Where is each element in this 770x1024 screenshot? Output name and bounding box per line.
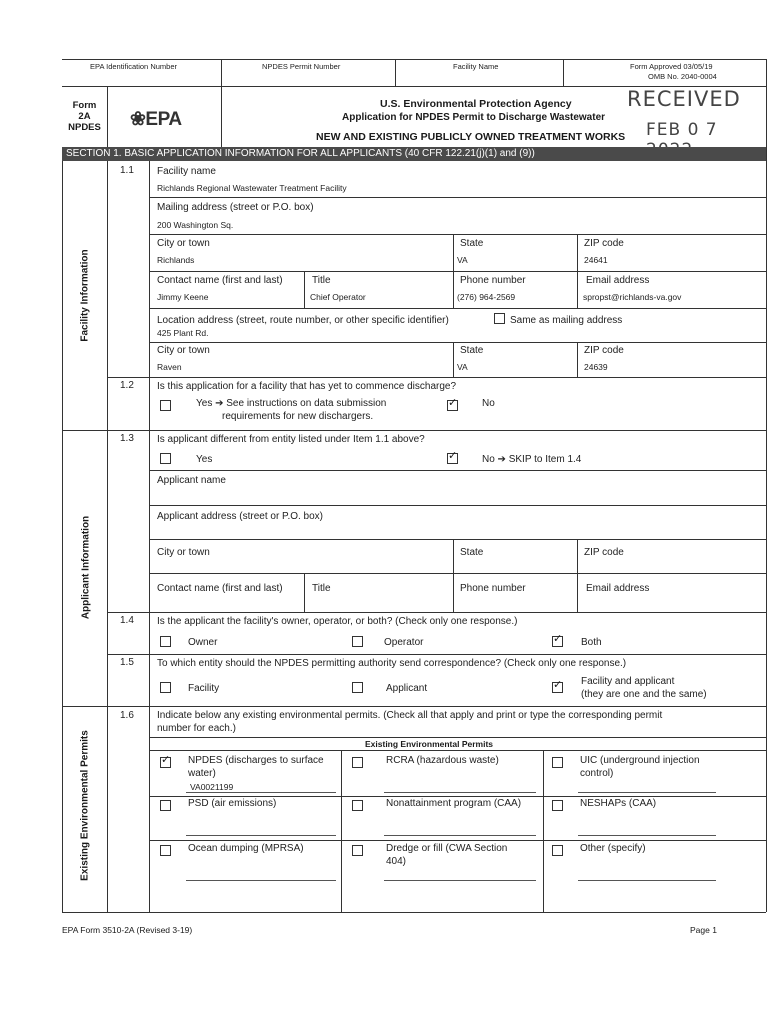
applicant-state-label: State (460, 547, 484, 558)
nonattainment-checkbox[interactable] (352, 800, 363, 811)
state-value[interactable]: VA (457, 255, 468, 265)
title-label: Title (312, 275, 331, 286)
correspondence-facility-label: Facility (188, 683, 220, 694)
phone-value[interactable]: (276) 964-2569 (457, 292, 516, 302)
form-label (62, 100, 107, 133)
checkmark-icon: ✓ (553, 633, 563, 645)
both-label: Both (581, 637, 602, 648)
item-1-6-question: Indicate below any existing environmental permits. (Check all that apply and print or type the corresponding permit (157, 710, 663, 721)
facility-name-field-label: Facility name (157, 166, 216, 177)
same-as-mailing-label: Same as mailing address (510, 315, 623, 326)
location-state-label: State (460, 345, 484, 356)
item-1-5-number: 1.5 (120, 657, 134, 668)
both-checkbox[interactable] (552, 633, 563, 647)
city-label: City or town (157, 238, 210, 249)
correspondence-both-label-2: (they are one and the same) (581, 689, 707, 700)
contact-name-label: Contact name (first and last) (157, 275, 283, 286)
city-value[interactable]: Richlands (157, 255, 195, 265)
state-label: State (460, 238, 484, 249)
location-city-label: City or town (157, 345, 210, 356)
new-discharger-yes-label-2: requirements for new dischargers. (222, 411, 374, 422)
application-title: Application for NPDES Permit to Discharge Wastewater (342, 112, 606, 123)
item-1-6-number: 1.6 (120, 710, 134, 721)
new-discharger-yes-checkbox[interactable] (160, 400, 171, 411)
ocean-dumping-label: Ocean dumping (MPRSA) (188, 843, 304, 854)
received-stamp: RECEIVED (627, 87, 741, 111)
applicant-email-label: Email address (586, 583, 650, 594)
correspondence-both-label: Facility and applicant (581, 676, 675, 687)
email-label: Email address (586, 275, 650, 286)
location-state-value[interactable]: VA (457, 362, 468, 372)
zip-label: ZIP code (584, 238, 624, 249)
agency-title: U.S. Environmental Protection Agency (380, 98, 572, 110)
zip-value[interactable]: 24641 (584, 255, 608, 265)
facility-name-value[interactable]: Richlands Regional Wastewater Treatment Facility (157, 183, 347, 193)
applicant-different-yes-label: Yes (196, 454, 213, 465)
new-discharger-no-label: No (482, 398, 495, 409)
item-1-6-question-2: number for each.) (157, 723, 236, 734)
received-date-stamp: FEB 0 7 (646, 120, 718, 140)
dredge-fill-label-2: 404) (386, 856, 407, 867)
item-1-3-number: 1.3 (120, 433, 134, 444)
checkmark-icon: ✓ (448, 397, 458, 409)
form-subtitle: NEW AND EXISTING PUBLICLY OWNED TREATMENT WORKS (316, 131, 626, 143)
checkmark-icon: ✓ (161, 754, 171, 766)
npdes-permit-label: NPDES Permit Number (262, 62, 341, 71)
form-label-line2: 2A (78, 111, 91, 122)
psd-label: PSD (air emissions) (188, 798, 277, 809)
applicant-zip-label: ZIP code (584, 547, 624, 558)
location-city-value[interactable]: Raven (157, 362, 182, 372)
location-address-label: Location address (street, route number, or other specific identifier) (157, 315, 449, 326)
uic-label-2: control) (580, 768, 614, 779)
new-discharger-no-checkbox[interactable] (447, 397, 458, 411)
epa-id-label: EPA Identification Number (90, 62, 177, 71)
item-1-2-question: Is this application for a facility that has yet to commence discharge? (157, 381, 457, 392)
item-1-3-question: Is applicant different from entity listed under Item 1.1 above? (157, 434, 425, 445)
contact-name-value[interactable]: Jimmy Keene (157, 292, 209, 302)
psd-checkbox[interactable] (160, 800, 171, 811)
form-number-footer: EPA Form 3510-2A (Revised 3-19) (62, 925, 193, 935)
location-address-value[interactable]: 425 Plant Rd. (157, 328, 209, 338)
form-approved: Form Approved 03/05/19 (630, 62, 713, 71)
mailing-address-label: Mailing address (street or P.O. box) (157, 202, 314, 213)
applicant-title-label: Title (312, 583, 331, 594)
npdes-label-2: water) (188, 768, 216, 779)
facility-name-label: Facility Name (453, 62, 499, 71)
other-permit-label: Other (specify) (580, 843, 646, 854)
uic-checkbox[interactable] (552, 757, 563, 768)
phone-label: Phone number (460, 275, 526, 286)
applicant-city-label: City or town (157, 547, 210, 558)
rcra-checkbox[interactable] (352, 757, 363, 768)
page-number: Page 1 (690, 925, 717, 935)
correspondence-applicant-label: Applicant (386, 683, 428, 694)
correspondence-facility-checkbox[interactable] (160, 682, 171, 693)
epa-logo: ❀EPA (130, 109, 182, 130)
other-permit-checkbox[interactable] (552, 845, 563, 856)
item-1-4-number: 1.4 (120, 615, 134, 626)
location-zip-value[interactable]: 24639 (584, 362, 608, 372)
permits-table-title: Existing Environmental Permits (365, 739, 494, 749)
omb-number: OMB No. 2040-0004 (648, 72, 717, 81)
uic-label: UIC (underground injection (580, 755, 700, 766)
applicant-contact-label: Contact name (first and last) (157, 583, 283, 594)
rcra-label: RCRA (hazardous waste) (386, 755, 499, 766)
applicant-name-label: Applicant name (157, 475, 226, 486)
operator-checkbox[interactable] (352, 636, 363, 647)
applicant-different-no-checkbox[interactable] (447, 450, 458, 464)
owner-label: Owner (188, 637, 218, 648)
facility-information-label: Facility Information (79, 249, 91, 342)
nonattainment-label: Nonattainment program (CAA) (386, 798, 522, 809)
form-label-line1: Form (72, 100, 97, 111)
email-value[interactable]: spropst@richlands-va.gov (583, 292, 682, 302)
existing-permits-label: Existing Environmental Permits (79, 730, 91, 881)
applicant-phone-label: Phone number (460, 583, 526, 594)
ocean-dumping-checkbox[interactable] (160, 845, 171, 856)
item-1-1-number: 1.1 (120, 165, 134, 176)
npdes-checkbox[interactable] (160, 754, 171, 768)
form-label-line3: NPDES (68, 122, 101, 133)
applicant-information-label: Applicant Information (80, 515, 92, 620)
item-1-4-question: Is the applicant the facility's owner, operator, or both? (Check only one response.) (157, 616, 518, 627)
new-discharger-yes-label: Yes ➔ See instructions on data submission (196, 398, 387, 409)
same-as-mailing-checkbox[interactable] (494, 313, 505, 324)
applicant-address-label: Applicant address (street or P.O. box) (157, 511, 324, 522)
mailing-address-value[interactable]: 200 Washington Sq. (157, 220, 234, 230)
title-value[interactable]: Chief Operator (310, 292, 366, 302)
applicant-different-yes-checkbox[interactable] (160, 453, 171, 464)
owner-checkbox[interactable] (160, 636, 171, 647)
item-1-5-question: To which entity should the NPDES permitting authority send correspondence? (Check only one response.) (157, 658, 627, 669)
neshaps-label: NESHAPs (CAA) (580, 798, 657, 809)
neshaps-checkbox[interactable] (552, 800, 563, 811)
checkmark-icon: ✓ (553, 679, 563, 691)
applicant-different-no-label: No ➔ SKIP to Item 1.4 (482, 454, 582, 465)
operator-label: Operator (384, 637, 424, 648)
item-1-2-number: 1.2 (120, 380, 134, 391)
location-zip-label: ZIP code (584, 345, 624, 356)
dredge-fill-checkbox[interactable] (352, 845, 363, 856)
npdes-label: NPDES (discharges to surface (188, 755, 324, 766)
correspondence-applicant-checkbox[interactable] (352, 682, 363, 693)
section-1-title: SECTION 1. BASIC APPLICATION INFORMATION FOR ALL APPLICANTS (40 CFR 122.21(j)(1) and (9)) (62, 147, 766, 161)
checkmark-icon: ✓ (448, 450, 458, 462)
npdes-permit-number[interactable]: VA0021199 (190, 782, 234, 792)
dredge-fill-label: Dredge or fill (CWA Section (386, 843, 508, 854)
correspondence-both-checkbox[interactable] (552, 679, 563, 693)
